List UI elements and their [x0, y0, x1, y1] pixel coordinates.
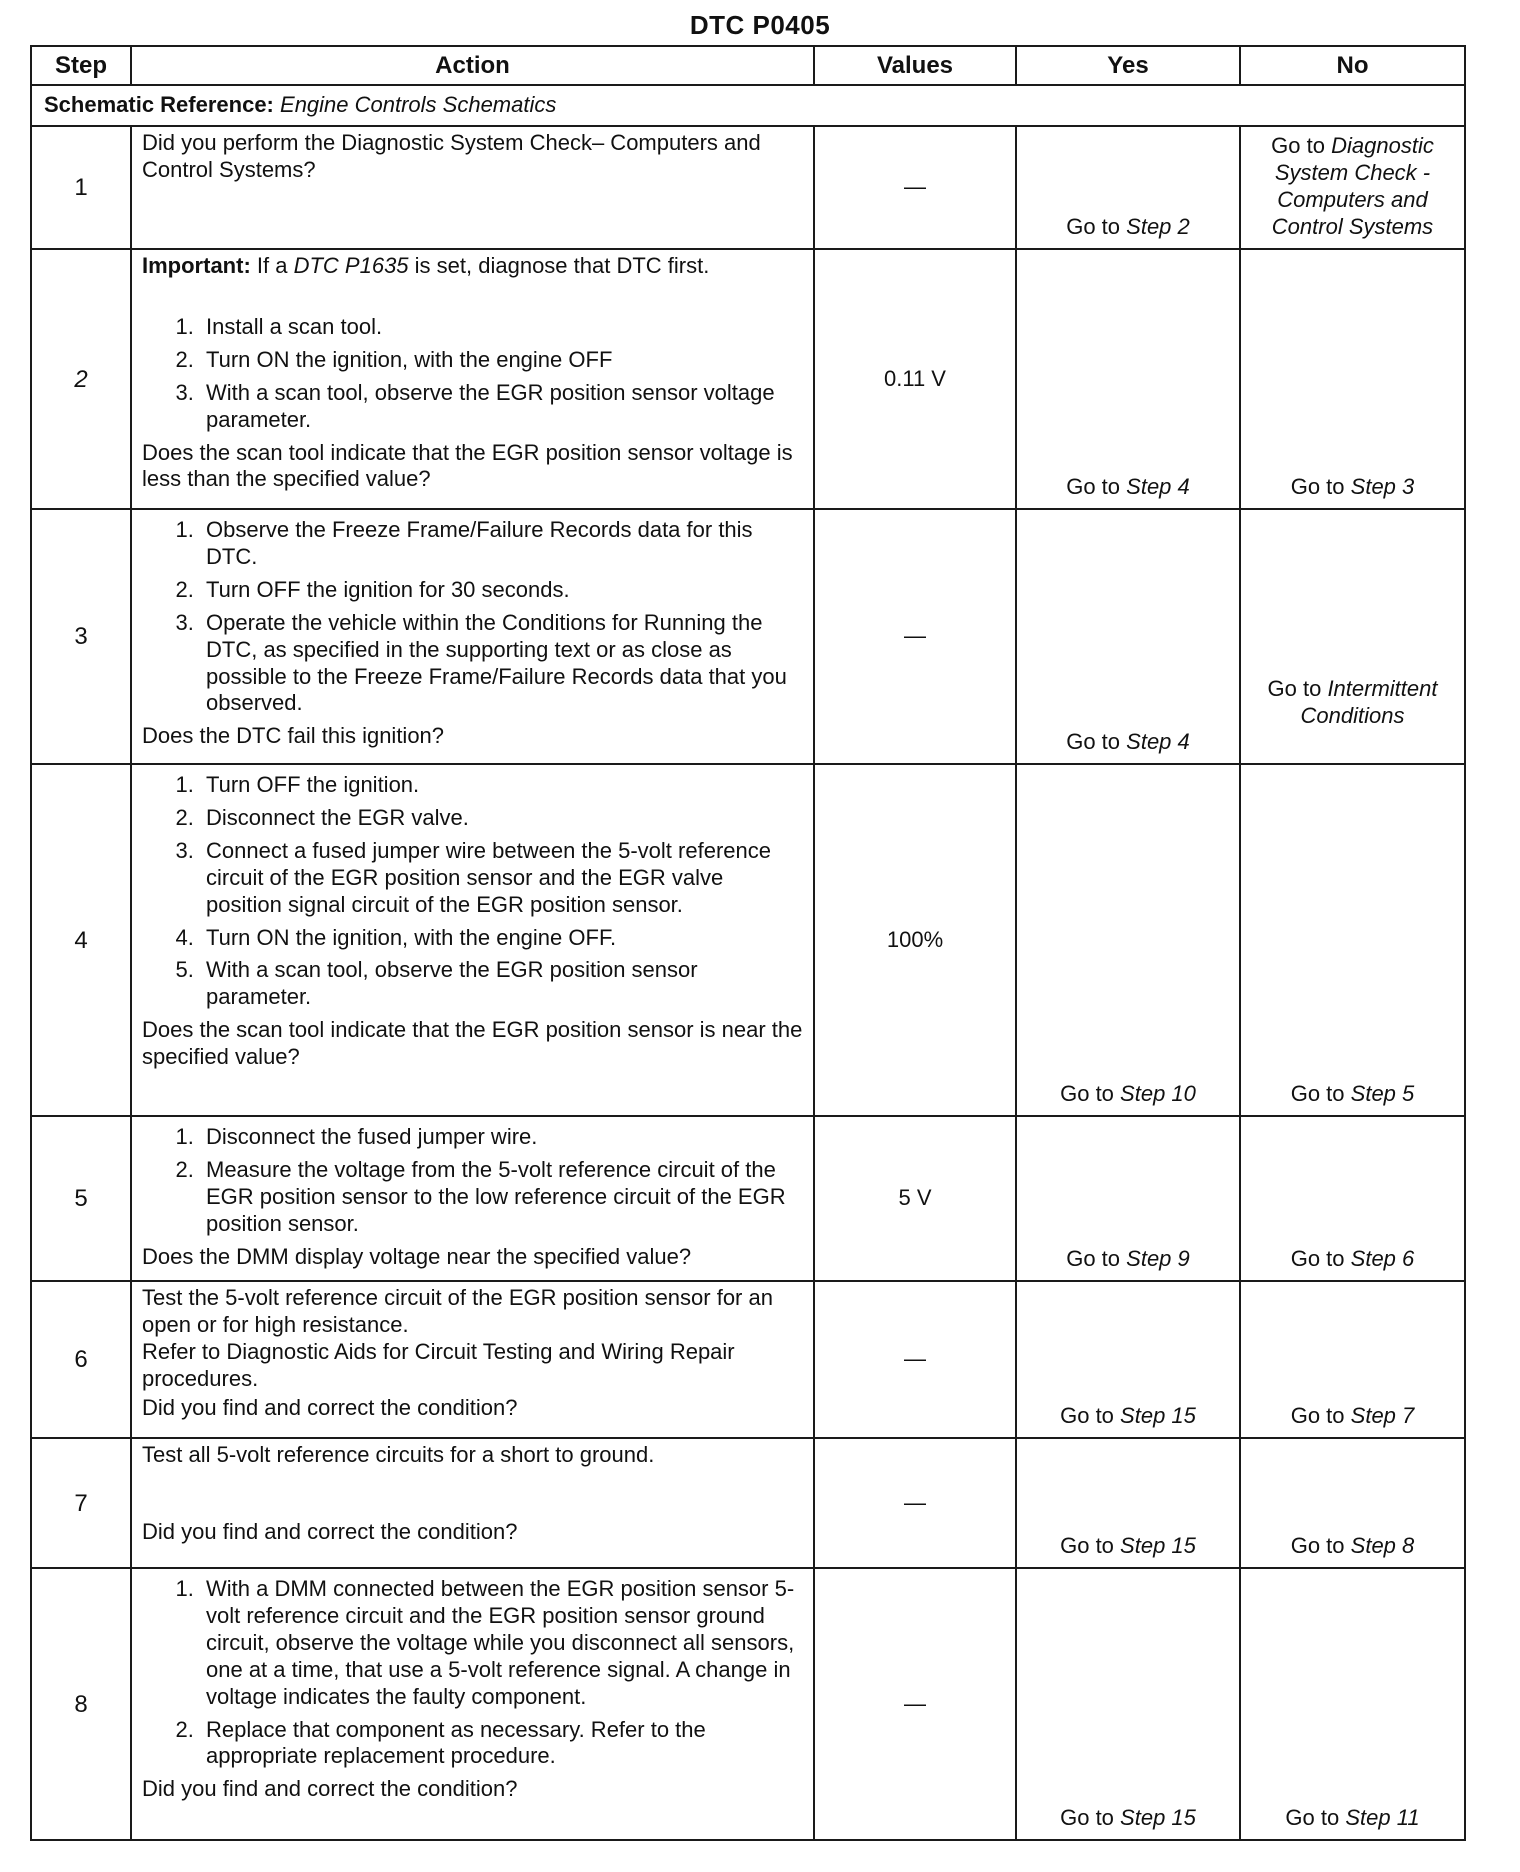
action-question: Does the scan tool indicate that the EGR position sensor voltage is less than the specified value? — [142, 439, 793, 492]
yes-target: Step 9 — [1126, 1245, 1190, 1271]
table-row — [31, 1438, 1465, 1568]
step-list — [142, 1576, 803, 1770]
table-row — [31, 126, 1465, 249]
yes-cell — [1016, 1438, 1240, 1568]
step-number: 6 — [31, 1281, 131, 1438]
table-row — [31, 509, 1465, 764]
no-cell — [1240, 1116, 1465, 1281]
action-question: Did you find and correct the condition? — [142, 1394, 518, 1420]
no-target: Step 7 — [1350, 1402, 1415, 1428]
step-list — [142, 1124, 803, 1237]
action-cell — [131, 1438, 814, 1568]
value-cell: 0.11 V — [814, 249, 1016, 509]
page-title: DTC P0405 — [689, 10, 831, 40]
list-item: 1. Observe the Freeze Frame/Failure Records data for this DTC. — [200, 517, 803, 571]
action-text: Test all 5-volt reference circuits for a short to ground. — [142, 1442, 655, 1468]
goto-label: Go to — [1290, 1245, 1345, 1271]
value-cell: — — [814, 1281, 1016, 1438]
goto-label: Go to — [1066, 473, 1121, 499]
no-cell — [1240, 1568, 1465, 1840]
no-cell — [1240, 509, 1465, 764]
value-cell: — — [814, 1438, 1016, 1568]
value-cell: 5 V — [814, 1116, 1016, 1281]
no-target: Step 3 — [1350, 473, 1415, 499]
schematic-label: Schematic Reference: — [44, 92, 274, 118]
action-cell — [131, 126, 814, 249]
table-row — [31, 1281, 1465, 1438]
action-cell — [131, 1281, 814, 1438]
yes-target: Step 4 — [1126, 728, 1190, 754]
goto-label: Go to — [1271, 133, 1325, 159]
list-item: 5. With a scan tool, observe the EGR position sensor parameter. — [200, 957, 803, 1011]
no-cell — [1240, 126, 1465, 249]
list-item: 1. With a DMM connected between the EGR position sensor 5-volt reference circuit and the EGR position sensor ground circuit, observe the voltage while you disconnect all sensors, one at a time, that use a 5-volt reference signal. A change in voltage indicates the faulty component. — [200, 1576, 803, 1710]
yes-cell — [1016, 764, 1240, 1116]
header-yes: Yes — [1016, 46, 1240, 85]
step-list — [142, 517, 803, 717]
no-cell — [1240, 764, 1465, 1116]
action-question: Does the DMM display voltage near the specified value? — [142, 1243, 692, 1269]
step-list — [142, 772, 803, 1011]
goto-label: Go to — [1290, 1402, 1345, 1428]
action-cell — [131, 764, 814, 1116]
action-question: Did you find and correct the condition? — [142, 1776, 518, 1802]
header-no: No — [1240, 46, 1465, 85]
yes-target: Step 2 — [1126, 213, 1190, 239]
list-item: 1. Install a scan tool. — [200, 314, 803, 341]
no-target: Step 5 — [1350, 1080, 1415, 1106]
schematic-value: Engine Controls Schematics — [280, 92, 557, 118]
action-question: Did you find and correct the condition? — [142, 1519, 518, 1545]
goto-label: Go to — [1290, 473, 1345, 499]
yes-target: Step 15 — [1120, 1402, 1196, 1428]
list-item: 2. Replace that component as necessary. Refer to the appropriate replacement procedure. — [200, 1717, 803, 1771]
no-cell — [1240, 249, 1465, 509]
step-number: 5 — [31, 1116, 131, 1281]
schematic-reference — [31, 85, 1465, 126]
important-label: Important: — [142, 253, 251, 279]
action-text: Refer to Diagnostic Aids for Circuit Testing and Wiring Repair procedures. — [142, 1339, 735, 1391]
yes-cell — [1016, 126, 1240, 249]
no-cell — [1240, 1281, 1465, 1438]
step-number: 2 — [31, 249, 131, 509]
important-note: Important: If a DTC P1635 is set, diagnose that DTC first. — [142, 253, 710, 279]
goto-label: Go to — [1066, 728, 1121, 754]
list-item: 3. Operate the vehicle within the Conditions for Running the DTC, as specified in the supporting text or as close as possible to the Freeze Frame/Failure Records data that you observed. — [200, 610, 803, 717]
yes-target: Step 15 — [1120, 1804, 1196, 1830]
value-cell: — — [814, 126, 1016, 249]
goto-label: Go to — [1290, 1080, 1345, 1106]
action-cell — [131, 1116, 814, 1281]
goto-label: Go to — [1066, 213, 1121, 239]
goto-label: Go to — [1060, 1532, 1114, 1558]
list-item: 3. Connect a fused jumper wire between the 5-volt reference circuit of the EGR position sensor and the EGR valve position signal circuit of the EGR position sensor. — [200, 838, 803, 918]
table-row — [31, 764, 1465, 1116]
action-question: Does the scan tool indicate that the EGR position sensor is near the specified value? — [142, 1017, 803, 1069]
yes-target: Step 10 — [1120, 1080, 1196, 1106]
list-item: 4. Turn ON the ignition, with the engine OFF. — [200, 925, 803, 952]
action-text: Did you perform the Diagnostic System Check– Computers and Control Systems? — [142, 130, 761, 182]
step-list — [142, 314, 803, 433]
yes-target: Step 4 — [1126, 473, 1190, 499]
goto-label: Go to — [1290, 1532, 1345, 1558]
yes-cell — [1016, 1116, 1240, 1281]
table-row — [31, 1568, 1465, 1840]
goto-label: Go to — [1060, 1804, 1114, 1830]
value-cell: — — [814, 509, 1016, 764]
table-row — [31, 1116, 1465, 1281]
step-number: 7 — [31, 1438, 131, 1568]
no-target: Diagnostic System Check - Computers and Control Systems — [1271, 133, 1434, 239]
schematic-row — [31, 85, 1465, 126]
list-item: 3. With a scan tool, observe the EGR position sensor voltage parameter. — [200, 380, 803, 434]
list-item: 1. Disconnect the fused jumper wire. — [200, 1124, 803, 1151]
header-action: Action — [131, 46, 814, 85]
value-cell: 100% — [814, 764, 1016, 1116]
header-values: Values — [814, 46, 1016, 85]
step-number: 1 — [31, 126, 131, 249]
yes-cell — [1016, 509, 1240, 764]
step-number: 8 — [31, 1568, 131, 1840]
no-target: Intermittent Conditions — [1300, 675, 1438, 728]
goto-label: Go to — [1060, 1402, 1114, 1428]
list-item: 2. Measure the voltage from the 5-volt reference circuit of the EGR position sensor to the low reference circuit of the EGR position sensor. — [200, 1157, 803, 1237]
action-cell — [131, 249, 814, 509]
no-target: Step 8 — [1350, 1532, 1415, 1558]
no-target: Step 6 — [1350, 1245, 1415, 1271]
header-row — [31, 46, 1465, 85]
diagnostic-table — [30, 45, 1466, 1841]
yes-cell — [1016, 1568, 1240, 1840]
step-number: 4 — [31, 764, 131, 1116]
table-row — [31, 249, 1465, 509]
list-item: 1. Turn OFF the ignition. — [200, 772, 803, 799]
yes-target: Step 15 — [1120, 1532, 1196, 1558]
action-text: Test the 5-volt reference circuit of the EGR position sensor for an open or for high resistance. — [142, 1285, 773, 1338]
value-cell: — — [814, 1568, 1016, 1840]
action-cell — [131, 509, 814, 764]
no-cell — [1240, 1438, 1465, 1568]
no-target: Step 11 — [1345, 1804, 1420, 1830]
dtc-reference: DTC P1635 — [293, 253, 409, 279]
yes-cell — [1016, 249, 1240, 509]
list-item: 2. Turn OFF the ignition for 30 seconds. — [200, 577, 803, 604]
header-step: Step — [31, 46, 131, 85]
yes-cell — [1016, 1281, 1240, 1438]
goto-label: Go to — [1267, 675, 1322, 701]
goto-label: Go to — [1066, 1245, 1121, 1271]
step-number: 3 — [31, 509, 131, 764]
action-cell — [131, 1568, 814, 1840]
goto-label: Go to — [1285, 1804, 1340, 1830]
goto-label: Go to — [1060, 1080, 1114, 1106]
list-item: 2. Disconnect the EGR valve. — [200, 805, 803, 832]
action-question: Does the DTC fail this ignition? — [142, 723, 445, 749]
list-item: 2. Turn ON the ignition, with the engine OFF — [200, 347, 803, 374]
